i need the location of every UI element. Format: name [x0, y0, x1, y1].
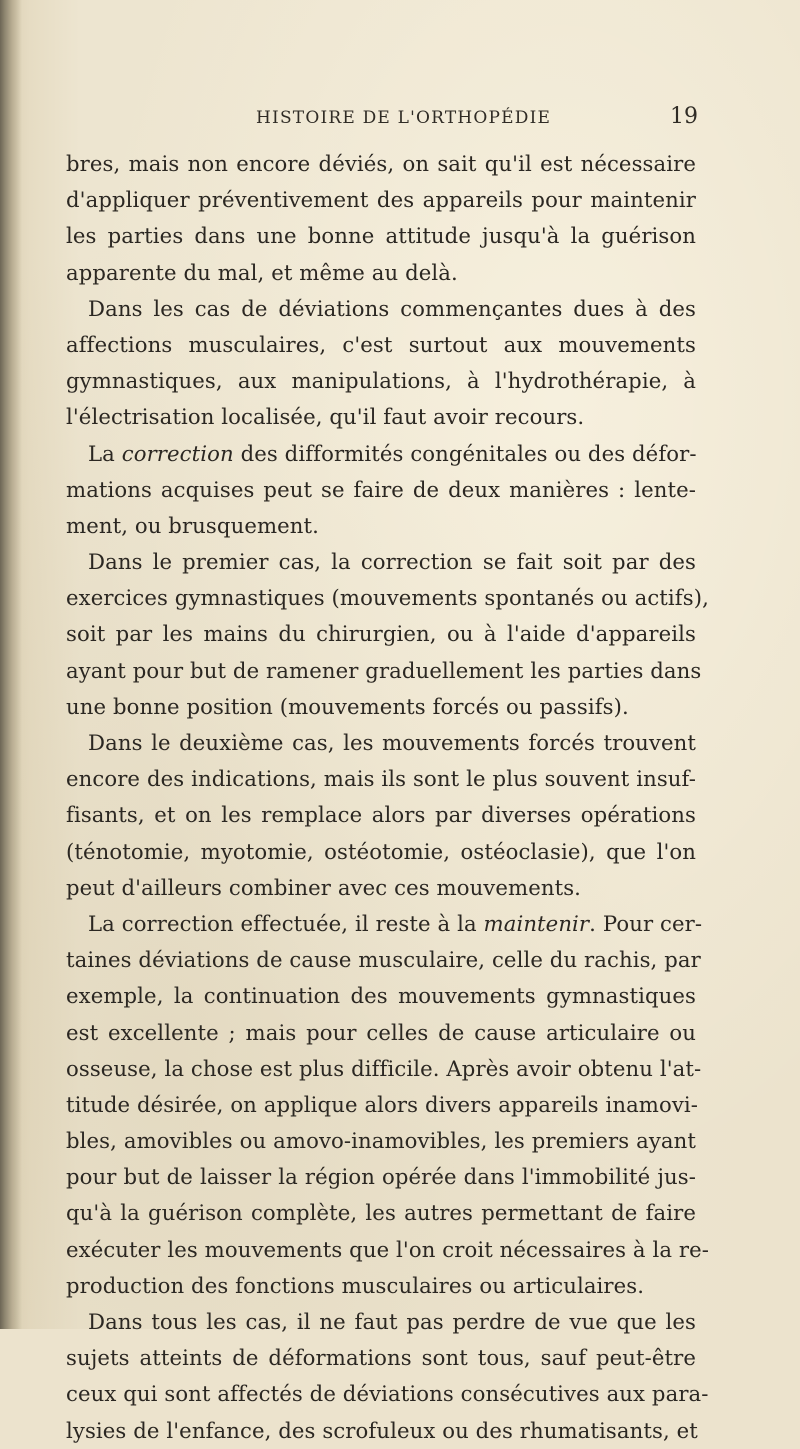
- text-line: bles, amovibles ou amovo-inamovibles, les premiers ayant: [66, 1128, 696, 1154]
- text-line: ayant pour but de ramener graduellement les parties dans: [66, 657, 702, 683]
- text-line: production des fonctions musculaires ou articulaires.: [66, 1272, 645, 1298]
- italic-term: correction: [121, 440, 234, 466]
- text-line: soit par les mains du chirurgien, ou à l'aide d'appareils: [66, 621, 696, 647]
- body-text: [66, 146, 710, 1449]
- text-line: apparente du mal, et même au delà.: [66, 259, 458, 285]
- page-number: 19: [670, 104, 698, 129]
- text-line: sujets atteints de déformations sont tous, sauf peut-être: [66, 1345, 696, 1371]
- text-line: Dans tous les cas, il ne faut pas perdre de vue que les: [88, 1309, 696, 1334]
- text-segment: des difformités congénitales ou des défor-: [233, 440, 697, 466]
- text-segment: La: [88, 440, 122, 466]
- text-line: pour but de laisser la région opérée dans l'immobilité jus-: [66, 1164, 696, 1190]
- text-line: [66, 906, 703, 942]
- text-line: Dans le deuxième cas, les mouvements forcés trouvent: [88, 730, 696, 755]
- text-line: l'électrisation localisée, qu'il faut avoir recours.: [66, 404, 585, 430]
- header-title: HISTOIRE DE L'ORTHOPÉDIE: [256, 108, 552, 128]
- text-line: est excellente ; mais pour celles de cause articulaire ou: [66, 1019, 696, 1045]
- text-line: ceux qui sont affectés de déviations consécutives aux para-: [66, 1381, 709, 1407]
- text-line: Dans les cas de déviations commençantes dues à des: [88, 295, 696, 321]
- text-line: affections musculaires, c'est surtout aux mouvements: [66, 331, 696, 357]
- text-line: d'appliquer préventivement des appareils pour maintenir: [66, 187, 696, 213]
- text-line: exécuter les mouvements que l'on croit nécessaires à la re-: [66, 1236, 710, 1262]
- text-line: ment, ou brusquement.: [66, 512, 319, 538]
- text-line: peut d'ailleurs combiner avec ces mouvements.: [66, 874, 582, 900]
- text-line: exercices gymnastiques (mouvements spontanés ou actifs),: [66, 585, 709, 611]
- text-line: une bonne position (mouvements forcés ou passifs).: [66, 693, 629, 719]
- running-header: [66, 104, 700, 134]
- text-segment: La correction effectuée, il reste à la: [88, 910, 484, 936]
- text-line: taines déviations de cause musculaire, celle du rachis, par: [66, 947, 701, 973]
- text-line: osseuse, la chose est plus difficile. Après avoir obtenu l'at-: [66, 1055, 702, 1081]
- text-line: (ténotomie, myotomie, ostéotomie, ostéoclasie), que l'on: [66, 838, 696, 864]
- text-line: bres, mais non encore déviés, on sait qu'il est nécessaire: [66, 151, 696, 176]
- text-line: lysies de l'enfance, des scrofuleux ou des rhumatisants, et: [66, 1417, 698, 1443]
- text-line: titude désirée, on applique alors divers appareils inamovi-: [66, 1091, 699, 1117]
- text-line: Dans le premier cas, la correction se fait soit par des: [88, 549, 696, 575]
- text-line: fisants, et on les remplace alors par diverses opérations: [66, 802, 696, 828]
- binding-edge: [0, 0, 22, 1329]
- text-line: [66, 436, 696, 472]
- italic-term: maintenir: [483, 910, 590, 936]
- text-line: encore des indications, mais ils sont le plus souvent insuf-: [66, 766, 696, 792]
- text-line: les parties dans une bonne attitude jusqu'à la guérison: [66, 223, 696, 249]
- text-line: mations acquises peut se faire de deux manières : lente-: [66, 476, 696, 502]
- text-segment: . Pour cer-: [589, 910, 703, 936]
- text-line: qu'à la guérison complète, les autres permettant de faire: [66, 1200, 696, 1226]
- text-line: gymnastiques, aux manipulations, à l'hydrothérapie, à: [66, 368, 696, 394]
- text-line: exemple, la continuation des mouvements gymnastiques: [66, 983, 696, 1009]
